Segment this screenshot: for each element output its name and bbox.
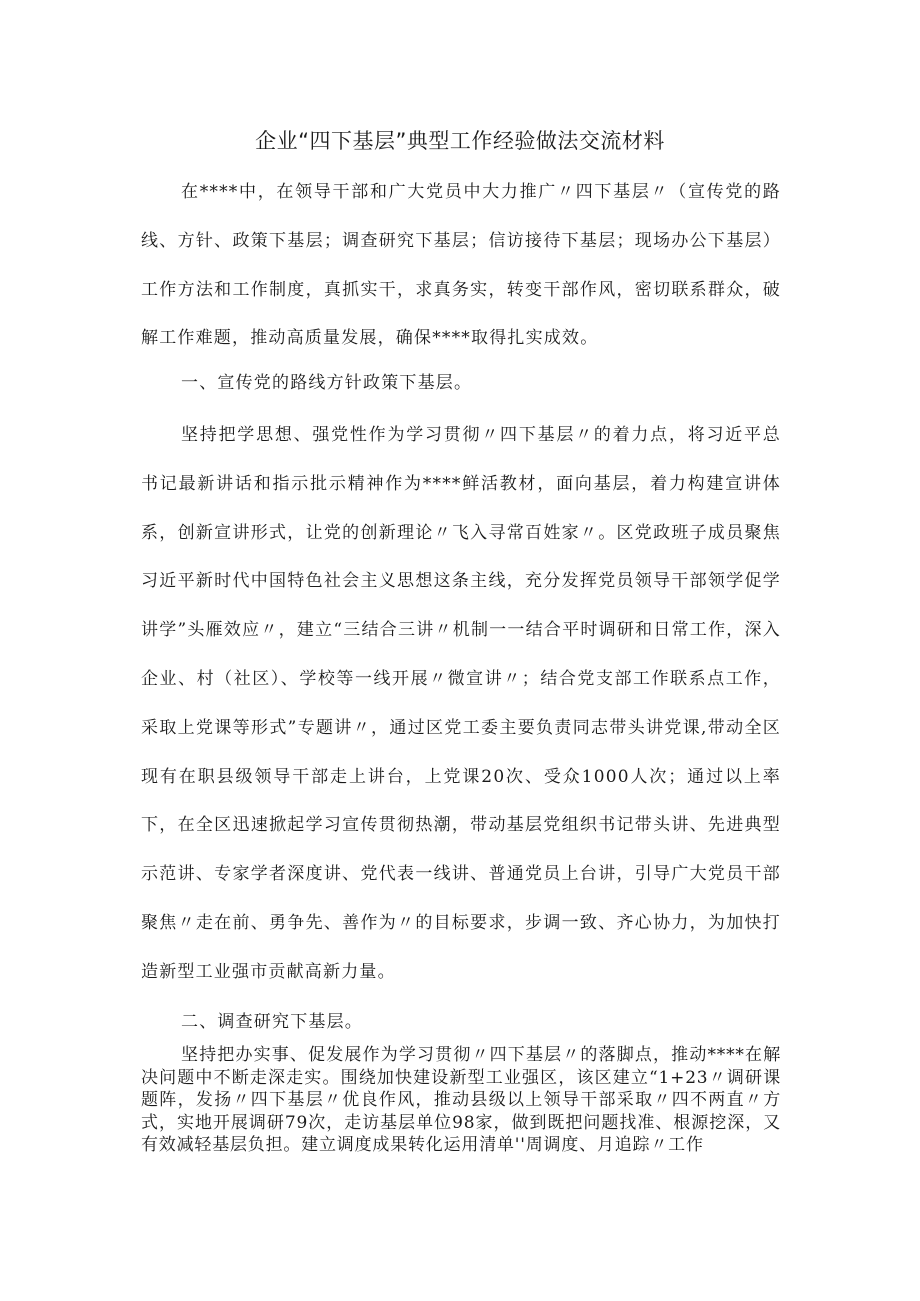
section-heading-2: 二、调查研究下基层。 bbox=[181, 1012, 363, 1032]
section-heading-1: 一、宣传党的路线方针政策下基层。 bbox=[181, 373, 473, 393]
section-2-paragraph: 坚持把办实事、促发展作为学习贯彻〃四下基层〃的落脚点，推动****在解决问题中不断走深走实。围绕加快建设新型工业强区，该区建立“1+23〃调研课题阵，发扬〃四下基层〃优良作风，推动县级以上领导干部采取〃四不两直〃方式，实地开展调研79次，走访基层单位98家，做到既把问题找准、根源挖深，又有效减轻基层负担。建立调度成果转化运用清单''周调度、月追踪〃工作 bbox=[141, 1045, 781, 1155]
intro-paragraph: 在****中，在领导干部和广大党员中大力推广〃四下基层〃（宣传党的路线、方针、政策下基层；调查研究下基层；信访接待下基层；现场办公下基层）工作方法和工作制度，真抓实干，求真务实，转变干部作风，密切联系群众，破解工作难题，推动高质量发展，确保****取得扎实成效。 bbox=[141, 182, 781, 349]
document-title: 企业“四下基层”典型工作经验做法交流材料 bbox=[255, 129, 665, 153]
section-1-paragraph: 坚持把学思想、强党性作为学习贯彻〃四下基层〃的着力点，将习近平总书记最新讲话和指示批示精神作为****鲜活教材，面向基层，着力构建宣讲体系，创新宣讲形式，让党的创新理论〃飞入寻常百姓家〃。区党政班子成员聚焦习近平新时代中国特色社会主义思想这条主线，充分发挥党员领导干部领学促学讲学”头雁效应〃，建立“三结合三讲〃机制一一结合平时调研和日常工作，深入企业、村（社区）、学校等一线开展〃微宣讲〃；结合党支部工作联系点工作，采取上党课等形式”专题讲〃，通过区党工委主要负责同志带头讲党课,带动全区现有在职县级领导干部走上讲台，上党课20次、受众1000人次；通过以上率下，在全区迅速掀起学习宣传贯彻热潮，带动基层党组织书记带头讲、先进典型示范讲、专家学者深度讲、党代表一线讲、普通党员上台讲，引导广大党员干部聚焦〃走在前、勇争先、善作为〃的目标要求，步调一致、齐心协力，为加快打造新型工业强市贡献高新力量。 bbox=[141, 425, 781, 982]
